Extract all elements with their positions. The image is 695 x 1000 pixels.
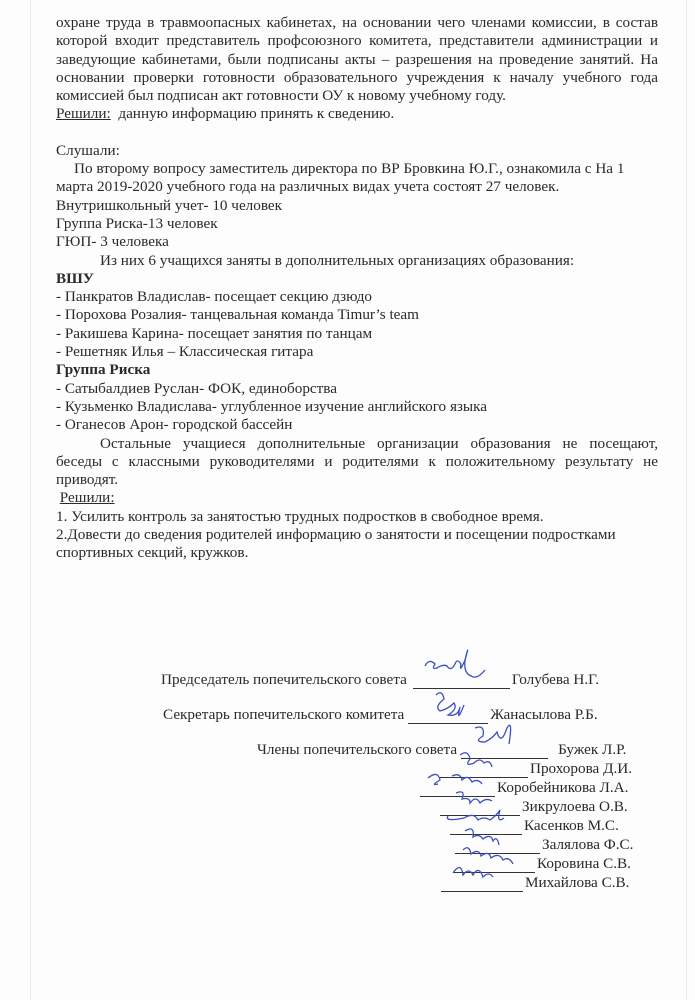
signature-line (408, 709, 488, 724)
list-item: - Ракишева Карина- посещает занятия по танцам (56, 324, 373, 342)
group-title: Группа Риска (56, 361, 151, 379)
member-name: Михайлова С.В. (525, 874, 630, 891)
chairman-name: Голубева Н.Г. (511, 671, 600, 688)
member-name: Бужек Л.Р. (558, 741, 627, 758)
spacer (56, 124, 658, 142)
member-name: Коровина С.В. (537, 855, 631, 872)
decision-label: Решили: (59, 489, 115, 507)
heard-intro: По второму вопросу заместитель директора по ВР Бровкина Ю.Г., ознакомила с На 1 марта 2019-2020 учебного года на различных видах учета состоят 27 человек. (56, 160, 625, 196)
list-item: - Сатыбалдиев Руслан- ФОК, единоборства (56, 379, 337, 397)
list-item: - Панкратов Владислав- посещает секцию дзюдо (56, 288, 373, 306)
handwritten-signature-icon (413, 656, 510, 696)
commission-paragraph: охране труда в травмоопасных кабинетах, на основании чего членами комиссии, в состав которой входит представитель профсоюзного комитета, представители администрации и заведующие кабинетами, были подписаны акты – разрешения на проведение занятий. На основании проверки готовности образовательного учреждения к началу учебного года комиссией был подписан акт готовности ОУ к новому учебному году. (56, 14, 658, 105)
member-name: Коробейникова Л.А. (497, 779, 629, 796)
count-line: Группа Риска-13 человек (56, 214, 218, 232)
additional-intro: Из них 6 учащихся заняты в дополнительных организациях образования: (100, 251, 575, 269)
count-line: Внутришкольный учет- 10 человек (56, 196, 283, 214)
member-signature-row (441, 874, 629, 892)
decision-item: 1. Усилить контроль за занятостью трудных подростков в свободное время. (56, 507, 544, 525)
heard-label: Слушали: (56, 141, 120, 159)
decision-text: данную информацию принять к сведению. (110, 105, 395, 123)
group-title: ВШУ (56, 269, 94, 287)
chairman-role: Председатель попечительского совета (161, 671, 407, 688)
chairman-signature-row (161, 671, 599, 689)
handwritten-signature-icon (441, 869, 523, 899)
scan-edge-right (686, 0, 687, 1000)
secretary-name: Жанасылова Р.Б. (490, 706, 598, 723)
secretary-signature-row (163, 706, 598, 724)
list-item: - Порохова Розалия- танцевальная команда Timur’s team (56, 306, 419, 324)
count-line: ГЮП- 3 человека (56, 233, 169, 251)
member-name: Зикрулоева О.В. (522, 798, 628, 815)
decision-2 (56, 489, 658, 507)
decision-label: Решили: (56, 105, 111, 123)
members-role: Члены попечительского совета (257, 741, 458, 758)
member-name: Прохорова Д.И. (530, 760, 633, 777)
remainder-paragraph: Остальные учащиеся дополнительные организации образования не посещают, беседы с классными руководителями и родителями к положительному результату не приводят. (56, 434, 658, 489)
decision-1 (56, 105, 658, 123)
handwritten-signature-icon (408, 691, 488, 731)
signature-line (441, 877, 523, 892)
signature-line (413, 674, 510, 689)
list-item: - Кузьменко Владислава- углубленное изучение английского языка (56, 397, 488, 415)
secretary-role: Секретарь попечительского комитета (163, 706, 405, 723)
member-name: Касенков М.С. (524, 817, 619, 834)
list-item: - Оганесов Арон- городской бассейн (56, 416, 293, 434)
document-body (56, 14, 658, 563)
member-name: Залялова Ф.С. (542, 836, 634, 853)
decision-item: 2.Довести до сведения родителей информацию о занятости и посещении подростками спортивных секций, кружков. (56, 526, 616, 562)
list-item: - Решетняк Илья – Классическая гитара (56, 343, 314, 361)
scan-edge-left (30, 0, 31, 1000)
